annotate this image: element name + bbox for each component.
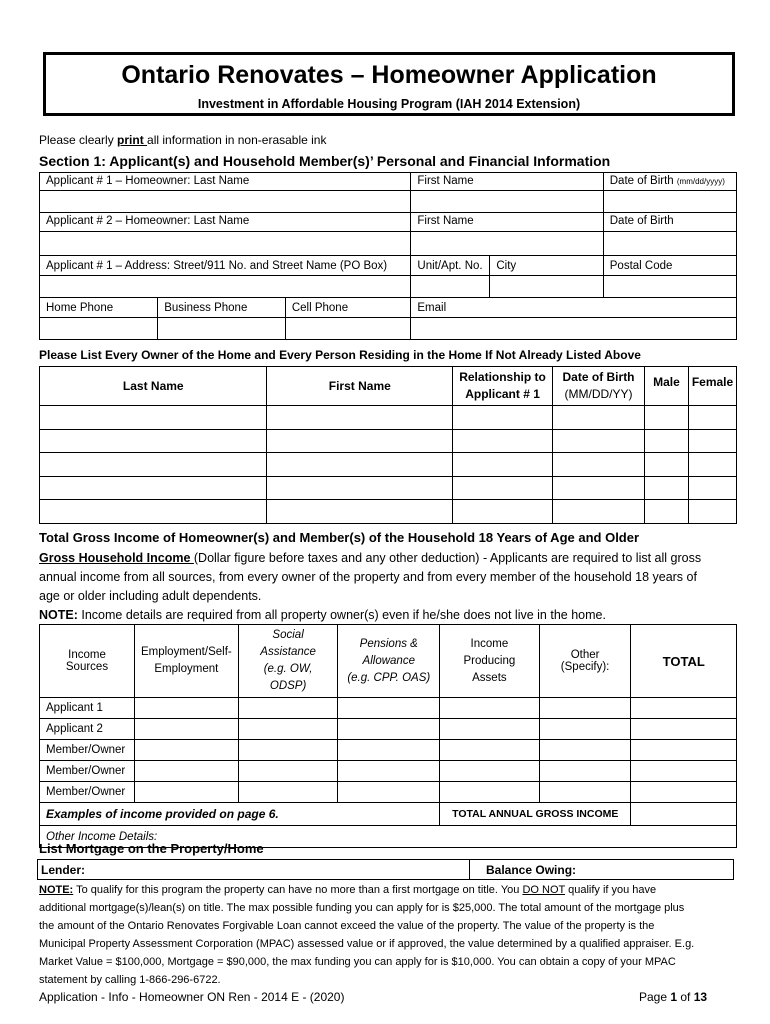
applicant2-first-field[interactable] — [411, 232, 603, 256]
title-box — [43, 52, 735, 116]
footer-form-id: Application - Info - Homeowner ON Ren - 2014 E - (2020) — [39, 990, 345, 1004]
owners-heading: Please List Every Owner of the Home and Every Person Residing in the Home If Not Already Listed Above — [39, 348, 641, 362]
table-row — [40, 406, 737, 430]
table-row — [40, 453, 737, 477]
label-applicant1-first: First Name — [411, 173, 603, 191]
table-row — [40, 477, 737, 500]
mortgage-heading: List Mortgage on the Property/Home — [39, 841, 264, 856]
section1-heading: Section 1: Applicant(s) and Household Member(s)’ Personal and Financial Information — [39, 153, 611, 169]
instruction: Please clearly print all information in non-erasable ink — [39, 133, 327, 147]
page-title: Ontario Renovates – Homeowner Application — [121, 61, 657, 89]
applicant2-dob-field[interactable] — [603, 232, 736, 256]
mortgage-note: NOTE: To qualify for this program the property can have no more than a first mortgage on title. You DO NOT qualify if you have additional mortgage(s)/lean(s) on title. The max possible funding you can apply for is $25,000. The total amount of the mortgage plus the amount of the Ontario Renovates Forgivable Loan cannot exceed the value of the property. The value of the property is the Municipal Property Assessment Corporation (MPAC) assessed value or if approved, the value determined by a qualified appraiser. E.g. Market Value = $100,000, Mortgage = $90,000, the max funding you can apply for is $10,000. You can obtain a copy of your MPAC statement by calling 1-866-296-6722. — [39, 884, 695, 986]
applicant-table — [39, 172, 737, 340]
col-employment: Employment/Self- Employment — [134, 625, 238, 698]
col-income-producing: Income Producing Assets — [440, 625, 540, 698]
col-dob: Date of Birth (MM/DD/YY) — [553, 367, 645, 406]
label-applicant1-dob: Date of Birth (mm/dd/yyyy) — [603, 173, 736, 191]
cell-phone-field[interactable] — [285, 318, 411, 340]
table-row: Applicant 1 — [40, 698, 737, 719]
balance-owing-field[interactable]: Balance Owing: — [470, 860, 734, 880]
col-male: Male — [645, 367, 689, 406]
label-applicant1-last: Applicant # 1 – Homeowner: Last Name — [40, 173, 411, 191]
label-city: City — [490, 256, 603, 276]
footer-page-number: Page 1 of 13 — [639, 990, 708, 1004]
table-row: Applicant 2 — [40, 719, 737, 740]
label-address: Applicant # 1 – Address: Street/911 No. and Street Name (PO Box) — [40, 256, 411, 276]
table-row — [40, 430, 737, 453]
mortgage-table — [37, 859, 734, 880]
label-postal: Postal Code — [603, 256, 736, 276]
label-home-phone: Home Phone — [40, 298, 158, 318]
total-annual-label: TOTAL ANNUAL GROSS INCOME — [440, 803, 631, 826]
applicant1-dob-field[interactable] — [603, 191, 736, 213]
col-income-sources: Income Sources — [40, 625, 135, 698]
col-female: Female — [688, 367, 736, 406]
label-cell-phone: Cell Phone — [285, 298, 411, 318]
applicant2-last-field[interactable] — [40, 232, 411, 256]
col-last-name: Last Name — [40, 367, 267, 406]
label-applicant2-first: First Name — [411, 213, 603, 232]
income-examples: Examples of income provided on page 6. — [40, 803, 440, 826]
income-description: Gross Household Income (Dollar figure before taxes and any other deduction) - Applicants are required to list all gross annual income from all sources, from every owner of the property and from every member of the household 18 years of age or older including adult dependents. NOTE: Income details are required from all property owner(s) even if he/she does not live in the home. — [39, 551, 702, 622]
applicant1-last-field[interactable] — [40, 191, 411, 213]
owners-table — [39, 366, 737, 524]
page-subtitle: Investment in Affordable Housing Program (IAH 2014 Extension) — [197, 97, 581, 111]
table-row: Member/Owner — [40, 782, 737, 803]
label-unit: Unit/Apt. No. — [411, 256, 490, 276]
label-email: Email — [411, 298, 737, 318]
other-income-details[interactable]: Other Income Details: — [40, 826, 737, 848]
income-heading: Total Gross Income of Homeowner(s) and Member(s) of the Household 18 Years of Age and Older — [39, 530, 640, 545]
table-row: Member/Owner — [40, 740, 737, 761]
postal-field[interactable] — [603, 276, 736, 298]
label-applicant2-dob: Date of Birth — [603, 213, 736, 232]
applicant1-first-field[interactable] — [411, 191, 603, 213]
col-first-name: First Name — [267, 367, 453, 406]
col-social-assistance: Social Assistance (e.g. OW, ODSP) — [238, 625, 338, 698]
col-relationship: Relationship to Applicant # 1 — [453, 367, 553, 406]
email-field[interactable] — [411, 318, 737, 340]
address-field[interactable] — [40, 276, 411, 298]
income-table — [39, 624, 737, 848]
city-field[interactable] — [490, 276, 603, 298]
unit-field[interactable] — [411, 276, 490, 298]
label-business-phone: Business Phone — [158, 298, 286, 318]
lender-field[interactable]: Lender: — [38, 860, 470, 880]
table-row: Member/Owner — [40, 761, 737, 782]
table-row — [40, 500, 737, 524]
business-phone-field[interactable] — [158, 318, 286, 340]
col-other: Other (Specify): — [539, 625, 631, 698]
home-phone-field[interactable] — [40, 318, 158, 340]
label-applicant2-last: Applicant # 2 – Homeowner: Last Name — [40, 213, 411, 232]
col-pensions: Pensions & Allowance (e.g. CPP. OAS) — [338, 625, 440, 698]
total-annual-field[interactable] — [631, 803, 737, 826]
col-total: TOTAL — [631, 625, 737, 698]
